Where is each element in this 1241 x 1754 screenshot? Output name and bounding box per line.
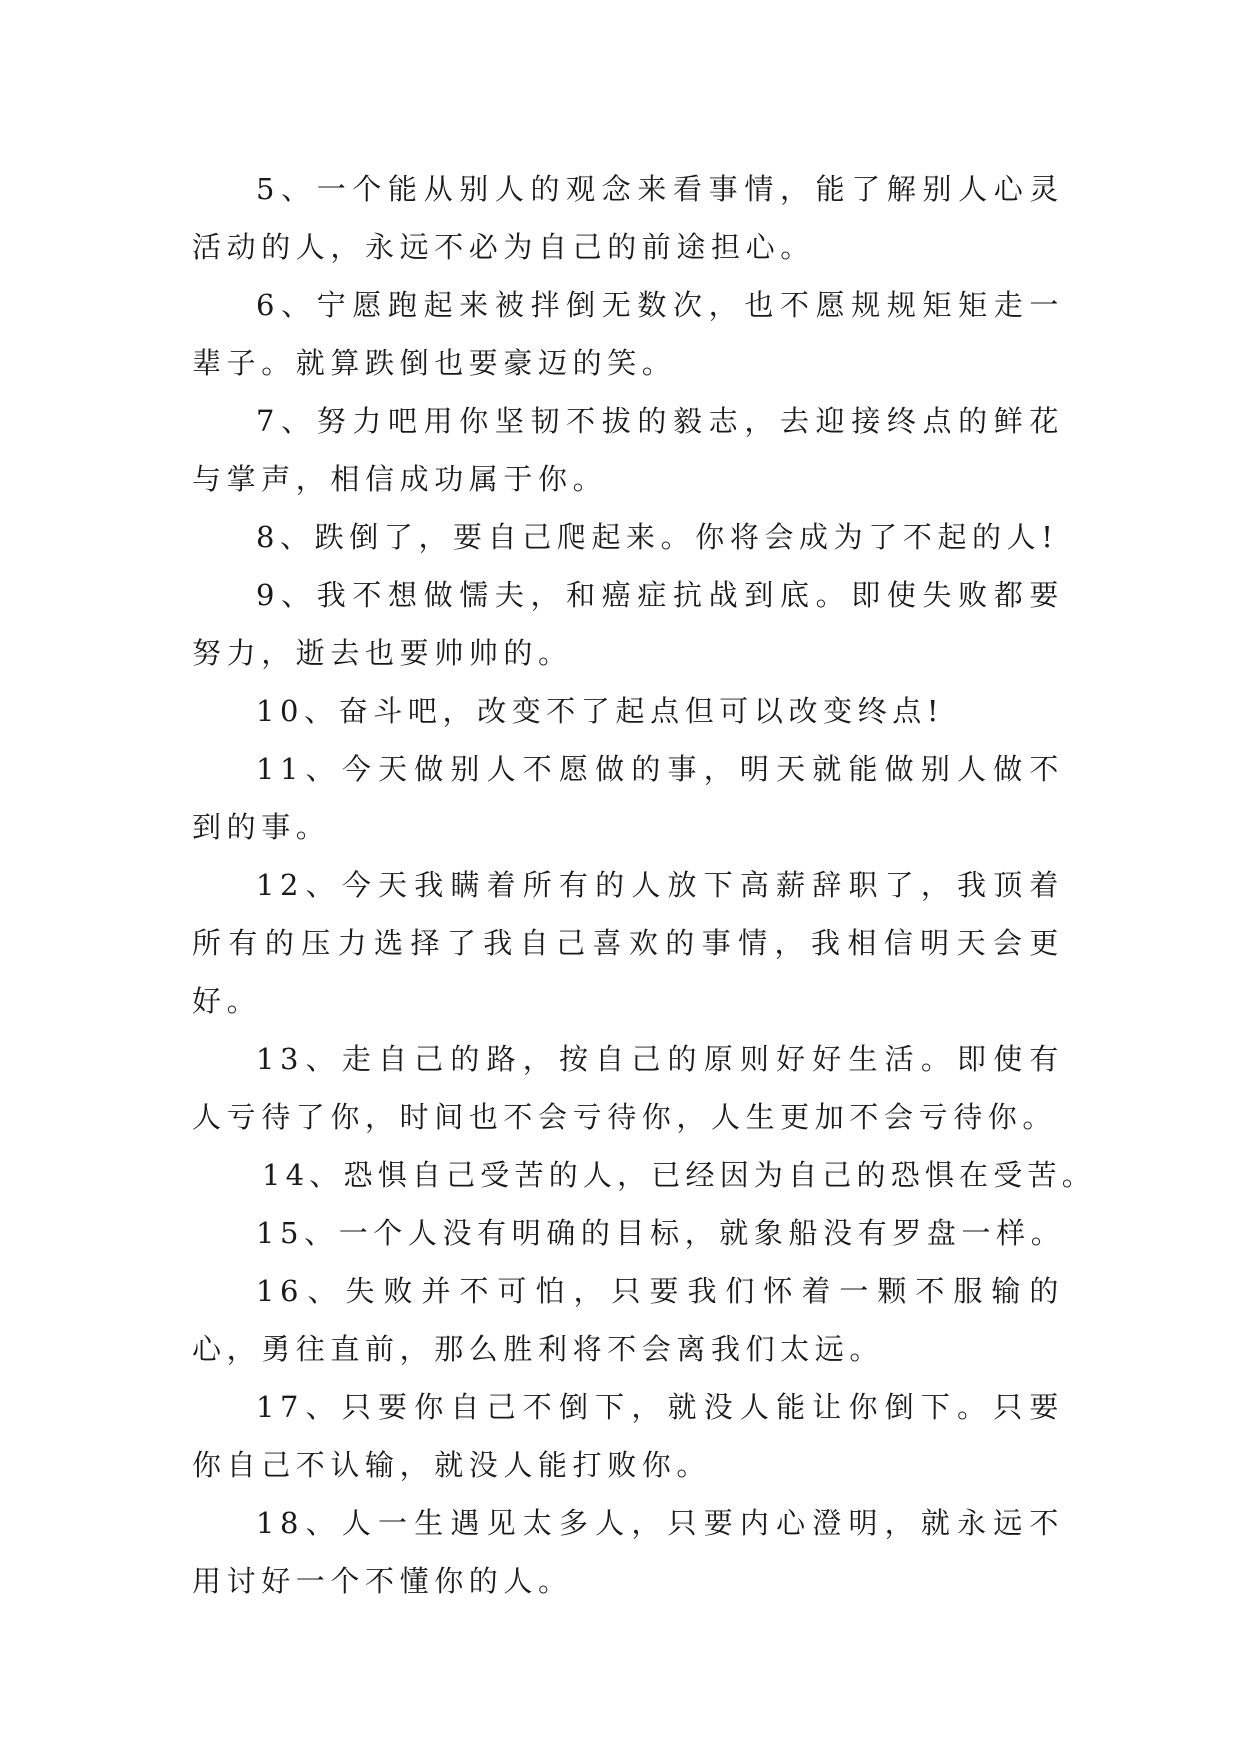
list-item: 12、今天我瞒着所有的人放下高薪辞职了，我顶着所有的压力选择了我自己喜欢的事情，我相信明天会更好。	[192, 868, 1064, 1018]
list-item: 11、今天做别人不愿做的事，明天就能做别人做不到的事。	[192, 752, 1064, 844]
document-body	[192, 160, 1096, 1610]
list-item: 6、宁愿跑起来被拌倒无数次，也不愿规规矩矩走一辈子。就算跌倒也要豪迈的笑。	[192, 288, 1064, 380]
list-item: 13、走自己的路，按自己的原则好好生活。即使有人亏待了你，时间也不会亏待你，人生更加不会亏待你。	[192, 1042, 1064, 1134]
list-item: 17、只要你自己不倒下，就没人能让你倒下。只要你自己不认输，就没人能打败你。	[192, 1390, 1064, 1482]
list-item: 9、我不想做懦夫，和癌症抗战到底。即使失败都要努力，逝去也要帅帅的。	[192, 578, 1064, 670]
list-item: 5、一个能从别人的观念来看事情，能了解别人心灵活动的人，永远不必为自己的前途担心。	[192, 172, 1064, 264]
list-item: 10、奋斗吧，改变不了起点但可以改变终点!	[256, 694, 945, 728]
list-item: 7、努力吧用你坚韧不拔的毅志，去迎接终点的鲜花与掌声，相信成功属于你。	[192, 404, 1064, 496]
list-item: 15、一个人没有明确的目标，就象船没有罗盘一样。	[256, 1216, 1066, 1250]
list-item: 8、跌倒了，要自己爬起来。你将会成为了不起的人!	[256, 520, 1059, 554]
list-item: 16、失败并不可怕，只要我们怀着一颗不服输的心，勇往直前，那么胜利将不会离我们太远。	[192, 1274, 1064, 1366]
list-item: 14、恐惧自己受苦的人，已经因为自己的恐惧在受苦。	[262, 1158, 1096, 1192]
list-item: 18、人一生遇见太多人，只要内心澄明，就永远不用讨好一个不懂你的人。	[192, 1506, 1064, 1598]
